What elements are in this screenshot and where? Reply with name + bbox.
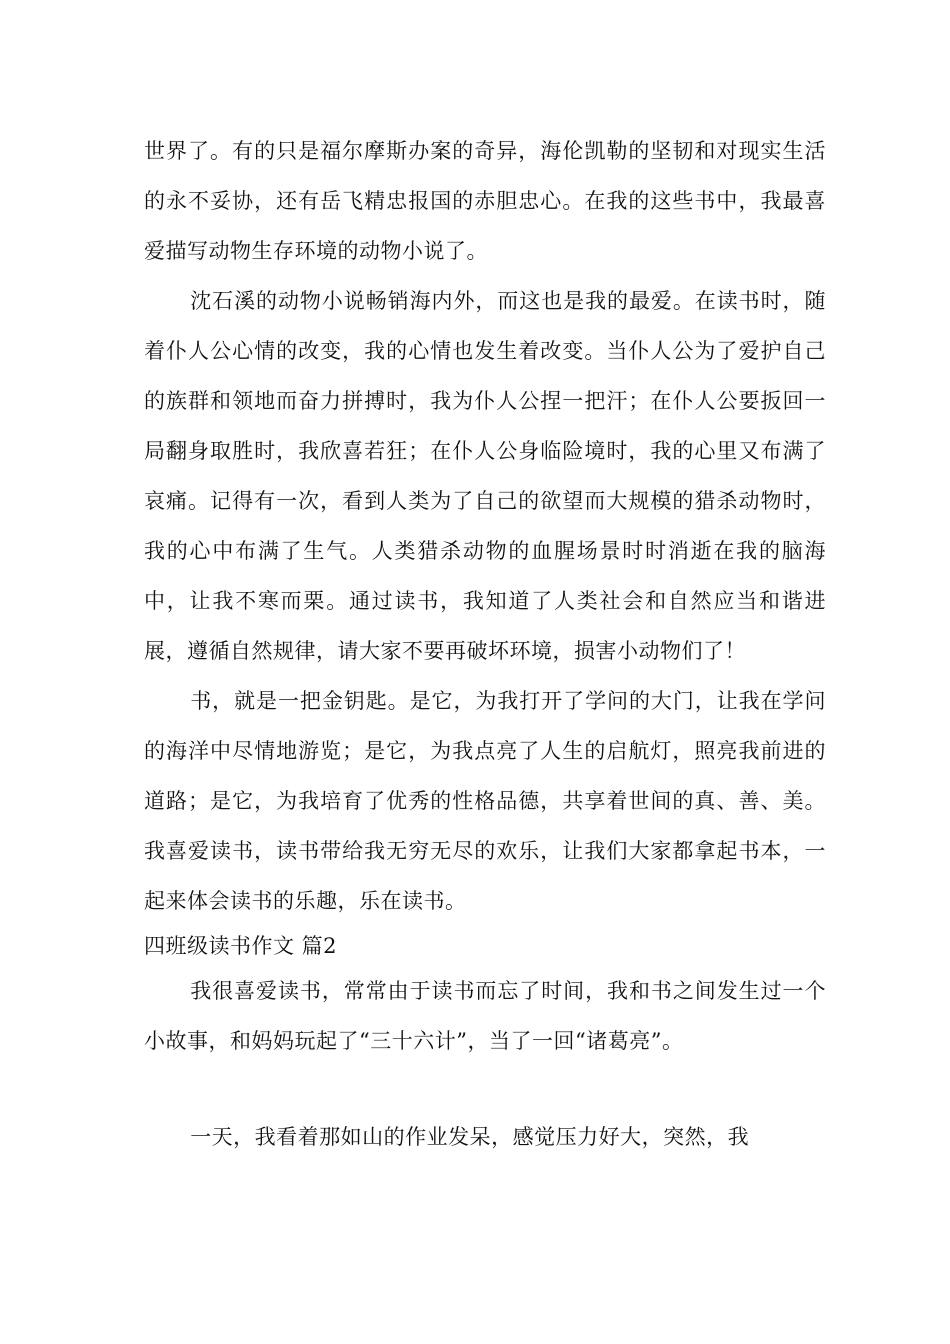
paragraph-3: 书，就是一把金钥匙。是它，为我打开了学问的大门，让我在学问的海洋中尽情地游览；是它，为我点亮了人生的启航灯，照亮我前进的道路；是它，为我培育了优秀的性格品德，共享着世间的真、善、美。我喜爱读书，读书带给我无穷无尽的欢乐，让我们大家都拿起书本，一起来体会读书的乐趣，乐在读书。	[144, 689, 826, 913]
paragraph-2: 沈石溪的动物小说畅销海内外，而这也是我的最爱。在读书时，随着仆人公心情的改变，我的心情也发生着改变。当仆人公为了爱护自己的族群和领地而奋力拼搏时，我为仆人公捏一把汗；在仆人公要扳回一局翻身取胜时，我欣喜若狂；在仆人公身临险境时，我的心里又布满了哀痛。记得有一次，看到人类为了自己的欲望而大规模的猎杀动物时，我的心中布满了生气。人类猎杀动物的血腥场景时时消逝在我的脑海中，让我不寒而栗。通过读书，我知道了人类社会和自然应当和谐进展，遵循自然规律，请大家不要再破坏环境，损害小动物们了！	[144, 289, 826, 663]
section-heading: 四班级读书作文 篇2	[144, 934, 338, 958]
paragraph-spacer	[144, 1066, 826, 1112]
paragraph-1: 世界了。有的只是福尔摩斯办案的奇异，海伦凯勒的坚韧和对现实生活的永不妥协，还有岳飞精忠报国的赤胆忠心。在我的这些书中，我最喜爱描写动物生存环境的动物小说了。	[144, 139, 826, 263]
document-body	[144, 126, 826, 1162]
paragraph-5: 一天，我看着那如山的作业发呆，感觉压力好大，突然，我	[190, 1125, 750, 1149]
paragraph-4: 我很喜爱读书，常常由于读书而忘了时间，我和书之间发生过一个小故事，和妈妈玩起了“三十六计”，当了一回“诸葛亮”。	[144, 979, 826, 1053]
